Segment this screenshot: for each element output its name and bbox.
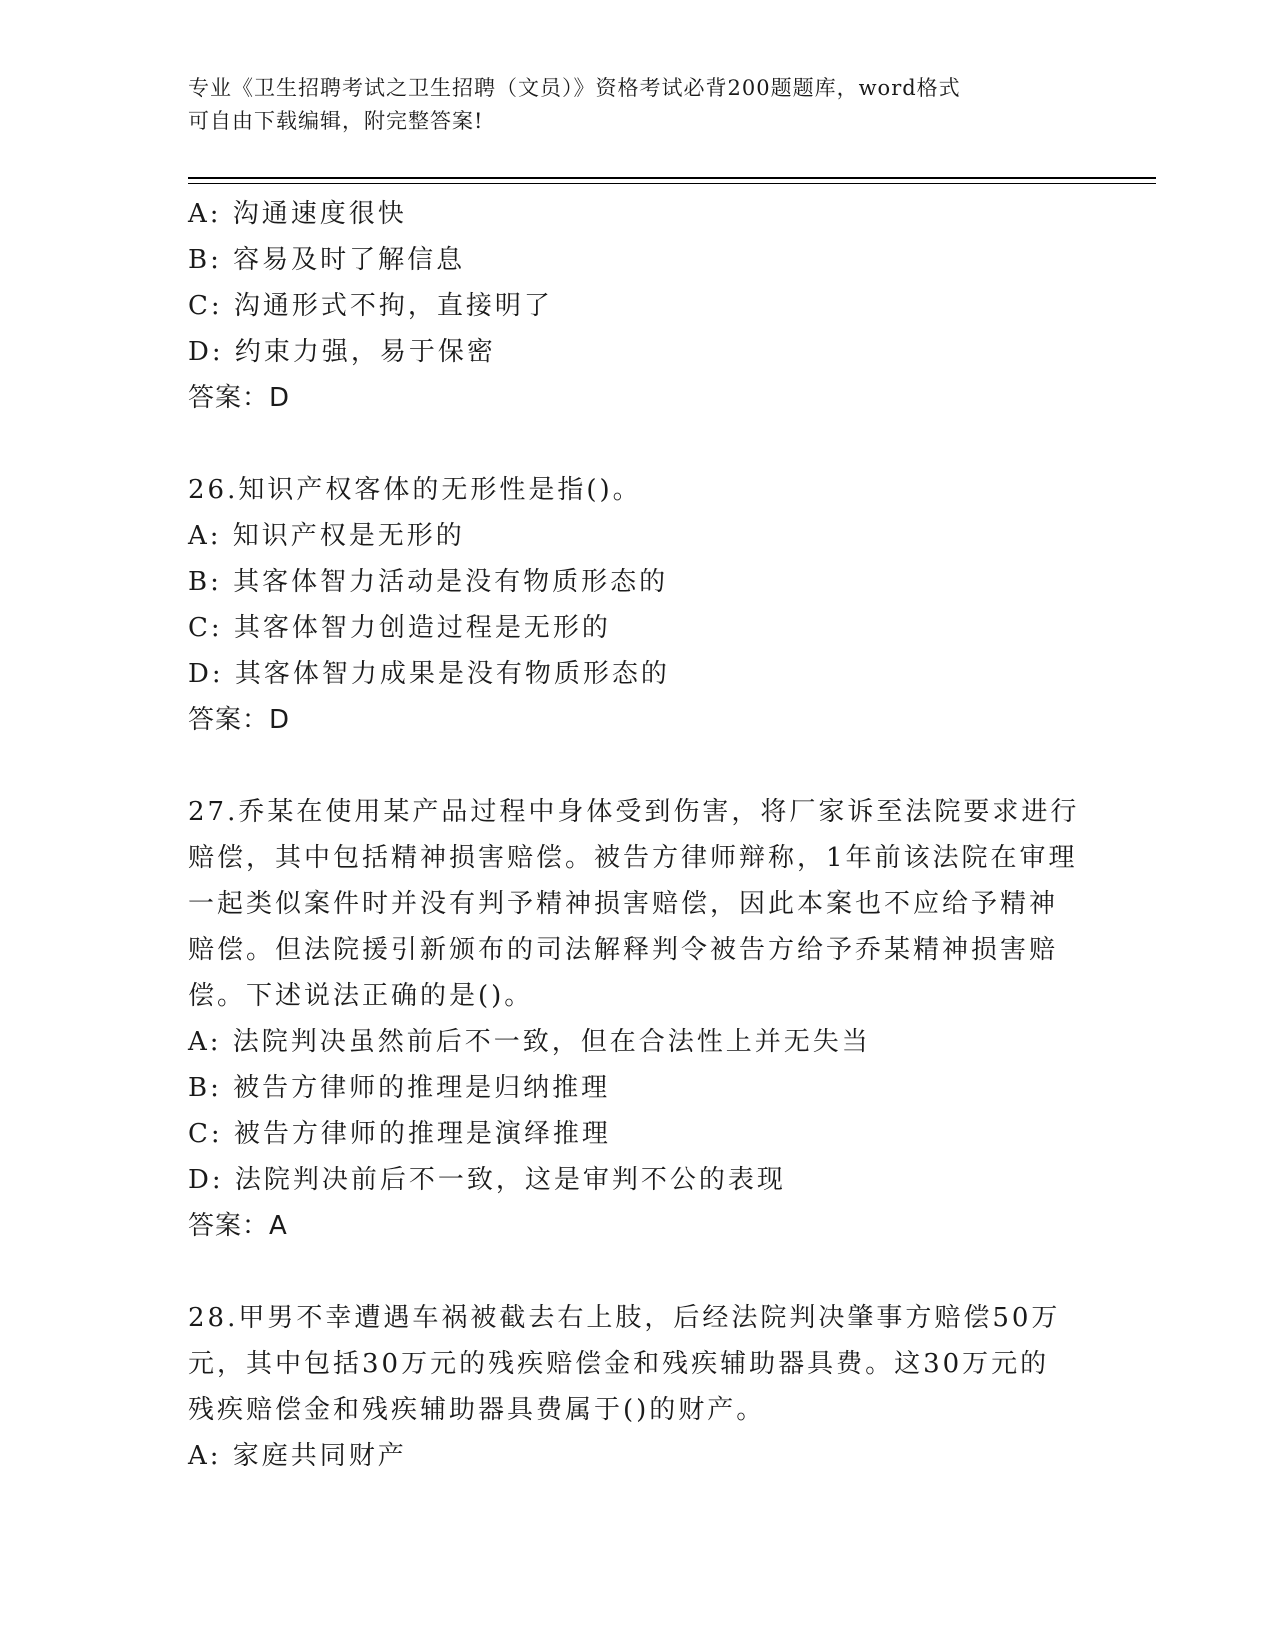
header-divider-thin xyxy=(188,183,1156,184)
document-header xyxy=(188,72,1068,138)
question-26-block xyxy=(188,467,1088,743)
q28-stem-line-1: 28.甲男不幸遭遇车祸被截去右上肢，后经法院判决肇事方赔偿50万 xyxy=(188,1303,1061,1333)
q28-option-a: A: 家庭共同财产 xyxy=(188,1441,407,1471)
q26-answer: 答案：D xyxy=(188,705,291,735)
q25-option-b: B: 容易及时了解信息 xyxy=(188,245,466,275)
q27-stem-line-2: 赔偿，其中包括精神损害赔偿。被告方律师辩称，1年前该法院在审理 xyxy=(188,843,1078,873)
q27-option-d: D: 法院判决前后不一致，这是审判不公的表现 xyxy=(188,1165,786,1195)
question-content xyxy=(188,191,1088,1479)
spacer xyxy=(188,1249,1088,1295)
q25-option-a: A: 沟通速度很快 xyxy=(188,199,407,229)
q27-answer: 答案：A xyxy=(188,1211,288,1241)
header-divider-thick xyxy=(188,177,1156,179)
q27-stem-line-4: 赔偿。但法院援引新颁布的司法解释判令被告方给予乔某精神损害赔 xyxy=(188,935,1059,965)
question-27-block xyxy=(188,789,1088,1249)
q27-stem-line-1: 27.乔某在使用某产品过程中身体受到伤害，将厂家诉至法院要求进行 xyxy=(188,797,1080,827)
q26-option-a: A: 知识产权是无形的 xyxy=(188,521,465,551)
q25-answer: 答案：D xyxy=(188,383,291,413)
q25-option-d: D: 约束力强，易于保密 xyxy=(188,337,496,367)
spacer xyxy=(188,421,1088,467)
q26-option-b: B: 其客体智力活动是没有物质形态的 xyxy=(188,567,669,597)
question-25-block xyxy=(188,191,1088,421)
spacer xyxy=(188,743,1088,789)
q27-option-b: B: 被告方律师的推理是归纳推理 xyxy=(188,1073,611,1103)
header-title-line-2: 可自由下载编辑，附完整答案! xyxy=(188,109,484,133)
q26-option-d: D: 其客体智力成果是没有物质形态的 xyxy=(188,659,670,689)
q27-option-c: C: 被告方律师的推理是演绎推理 xyxy=(188,1119,611,1149)
header-title-line-1: 专业《卫生招聘考试之卫生招聘（文员）》资格考试必背200题题库，word格式 xyxy=(188,76,961,100)
q28-stem-line-2: 元，其中包括30万元的残疾赔偿金和残疾辅助器具费。这30万元的 xyxy=(188,1349,1050,1379)
q25-option-c: C: 沟通形式不拘，直接明了 xyxy=(188,291,553,321)
q27-option-a: A: 法院判决虽然前后不一致，但在合法性上并无失当 xyxy=(188,1027,871,1057)
question-28-block xyxy=(188,1295,1088,1479)
q27-stem-line-3: 一起类似案件时并没有判予精神损害赔偿，因此本案也不应给予精神 xyxy=(188,889,1059,919)
q28-stem-line-3: 残疾赔偿金和残疾辅助器具费属于()的财产。 xyxy=(188,1395,766,1425)
q26-stem: 26.知识产权客体的无形性是指()。 xyxy=(188,475,642,505)
q27-stem-line-5: 偿。下述说法正确的是()。 xyxy=(188,981,534,1011)
q26-option-c: C: 其客体智力创造过程是无形的 xyxy=(188,613,611,643)
